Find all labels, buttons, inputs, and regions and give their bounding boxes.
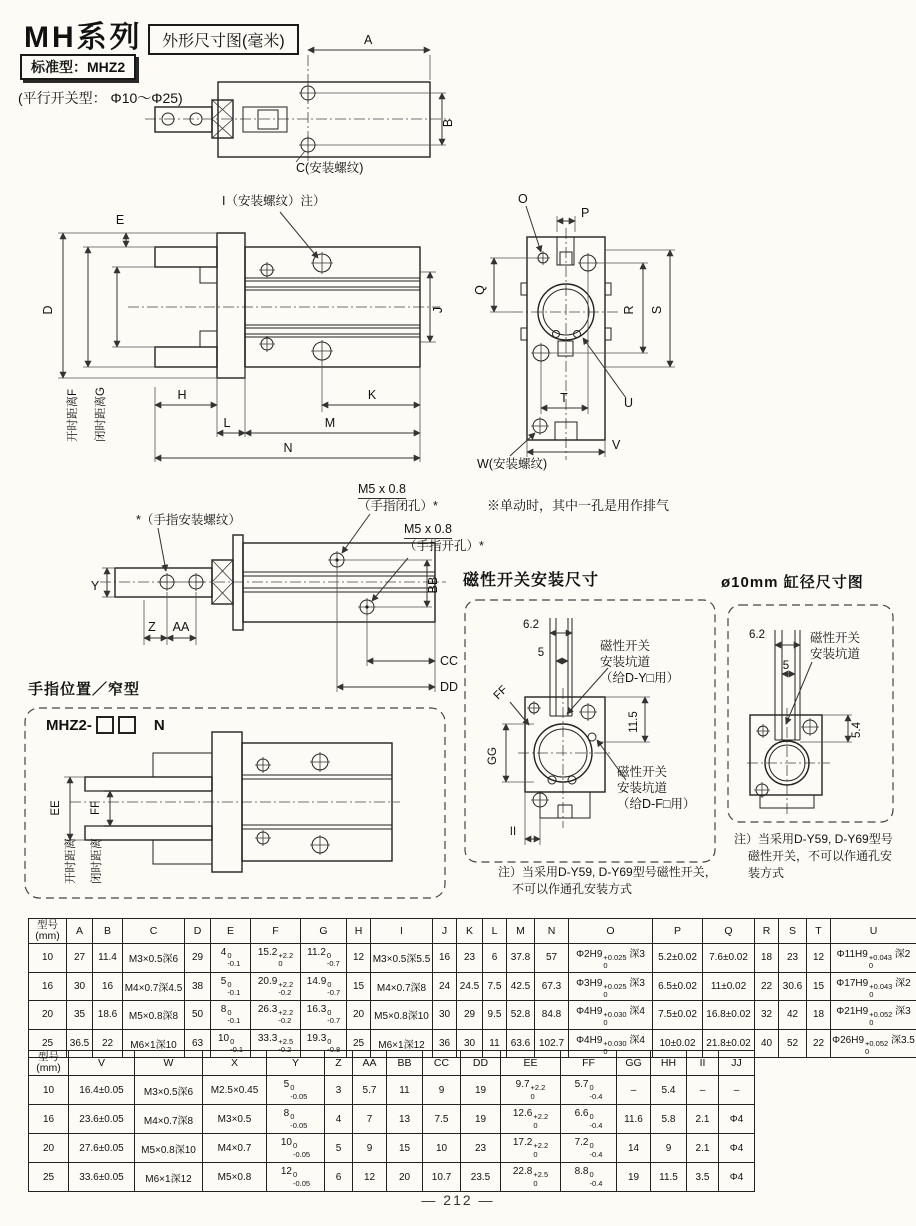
cell: 19 — [461, 1076, 501, 1105]
cell: 17.2 +2.2 0 — [501, 1134, 561, 1163]
cell: 19.3 0 -0.8 — [301, 1029, 347, 1058]
cell: 84.8 — [535, 1001, 569, 1030]
cell: 50 — [185, 1001, 211, 1030]
cell: 8.8 0 -0.4 — [561, 1163, 617, 1192]
col-header: N — [535, 919, 569, 944]
col-header: W — [135, 1051, 203, 1076]
cell: 32 — [755, 1001, 779, 1030]
bore-groove-label — [810, 630, 860, 662]
cell: 5.7 0 -0.4 — [561, 1076, 617, 1105]
cell: 16.4±0.05 — [69, 1076, 135, 1105]
dim-t: T — [560, 391, 568, 405]
cell: 11.5 — [651, 1163, 687, 1192]
cell: 63.6 — [507, 1029, 535, 1058]
cell: M3×0.5 — [203, 1105, 267, 1134]
dim-n: N — [283, 441, 293, 455]
cell: 12 — [807, 944, 831, 973]
cell: 23 — [779, 944, 807, 973]
col-header: G — [301, 919, 347, 944]
cell: 16 — [29, 972, 67, 1001]
end-view-drawing — [473, 192, 675, 460]
cell: Φ17H9 +0.043 0 深2 — [831, 972, 916, 1001]
dim-h: H — [177, 388, 187, 402]
cell: 7.5 — [483, 972, 507, 1001]
dim-y: Y — [90, 579, 100, 593]
cell: M5×0.8深10 — [135, 1134, 203, 1163]
col-header: 型号(mm) — [29, 919, 67, 944]
col-header: S — [779, 919, 807, 944]
port-open-desc: （手指开孔）* — [404, 539, 484, 553]
cell: 37.8 — [507, 944, 535, 973]
cell: 10.7 — [423, 1163, 461, 1192]
cell: 7.5±0.02 — [653, 1001, 703, 1030]
cell: 19 — [461, 1105, 501, 1134]
groove-dy-line3: （给D-Y□用） — [600, 671, 680, 685]
col-header: 型号(mm) — [29, 1051, 69, 1076]
dim-m: M — [324, 416, 336, 430]
mount-thread-c-label: C(安装螺纹) — [296, 161, 364, 175]
col-header: M — [507, 919, 535, 944]
model-prefix: MHZ2- — [46, 716, 92, 734]
cell: Φ4 — [719, 1163, 755, 1192]
dim-q: Q — [473, 285, 487, 295]
cell: 27 — [67, 944, 93, 973]
cell: 52.8 — [507, 1001, 535, 1030]
close-distance-label: 闭时距离 — [91, 838, 103, 884]
cell: 30 — [433, 1001, 457, 1030]
dim-aa: AA — [172, 620, 190, 634]
bore-note-line2: 磁性开关，不可以作通孔安 — [748, 849, 893, 863]
switch-dim-ff: FF — [491, 683, 511, 703]
vent-note: ※单动时，其中一孔是用作排气 — [487, 498, 670, 513]
cell: 9.5 — [483, 1001, 507, 1030]
table-row — [29, 972, 916, 1001]
page-title: MH系列 — [24, 21, 143, 54]
cell: Φ26H9 +0.052 0 深3.5 — [831, 1029, 916, 1058]
bore-note-line3: 装方式 — [748, 866, 785, 880]
dim-d: D — [41, 305, 55, 315]
cell: 22.8 +2.5 0 — [501, 1163, 561, 1192]
cell: 22 — [807, 1029, 831, 1058]
col-header: E — [211, 919, 251, 944]
cell: 11.4 — [93, 944, 123, 973]
cell: 7.2 0 -0.4 — [561, 1134, 617, 1163]
col-header: T — [807, 919, 831, 944]
col-header: Q — [703, 919, 755, 944]
cell: 24 — [433, 972, 457, 1001]
narrow-model-tag — [46, 716, 165, 734]
bore-section-title: ø10mm 缸径尺寸图 — [721, 574, 864, 591]
cell: M3×0.5深6 — [123, 944, 185, 973]
cell: 7.6±0.02 — [703, 944, 755, 973]
cell: M6×1深12 — [371, 1029, 433, 1058]
cell: 18.6 — [93, 1001, 123, 1030]
groove-df-line1: 磁性开关 — [617, 765, 668, 779]
standard-type-box: 标准型：MHZ2 — [20, 54, 136, 80]
cell: 14 — [617, 1134, 651, 1163]
cell: 15 — [387, 1134, 423, 1163]
cell: 16 — [433, 944, 457, 973]
port-close-label — [358, 482, 438, 514]
cell: 26.3 +2.2 -0.2 — [251, 1001, 301, 1030]
cell: 102.7 — [535, 1029, 569, 1058]
bore-dim-5-4: 5.4 — [851, 722, 863, 738]
cell: 13 — [387, 1105, 423, 1134]
dim-a: A — [364, 33, 373, 47]
dim-ff: FF — [90, 800, 102, 816]
cell: 29 — [185, 944, 211, 973]
narrow-dimension-table — [28, 1050, 755, 1192]
cell: M6×1深12 — [135, 1163, 203, 1192]
switch-note — [498, 864, 717, 898]
dim-k: K — [367, 388, 377, 402]
switch-section-title: 磁性开关安装尺寸 — [463, 572, 600, 589]
cell: 11.2 0 -0.7 — [301, 944, 347, 973]
dim-e: E — [115, 213, 125, 227]
cell: 4 — [325, 1105, 353, 1134]
col-header: FF — [561, 1051, 617, 1076]
col-header: CC — [423, 1051, 461, 1076]
cell: 10 — [423, 1134, 461, 1163]
finger-thread-label: *（手指安装螺纹） — [136, 513, 241, 527]
cell: 16.8±0.02 — [703, 1001, 755, 1030]
bore-groove-line1: 磁性开关 — [810, 631, 861, 645]
cell: 10±0.02 — [653, 1029, 703, 1058]
cell: 7.5 — [423, 1105, 461, 1134]
side-view-drawing — [41, 212, 445, 462]
open-distance-label: 开时距离 — [65, 838, 77, 884]
cell: 35 — [67, 1001, 93, 1030]
table-row — [29, 1001, 916, 1030]
dim-r: R — [622, 305, 636, 315]
cell: Φ11H9 +0.043 0 深2 — [831, 944, 916, 973]
cell: 20 — [387, 1163, 423, 1192]
cell: 63 — [185, 1029, 211, 1058]
cell: 20 — [29, 1134, 69, 1163]
col-header: JJ — [719, 1051, 755, 1076]
col-header: GG — [617, 1051, 651, 1076]
groove-dy-line2: 安装坑道 — [600, 655, 651, 669]
cell: 8 0 -0.1 — [211, 1001, 251, 1030]
cell: M5×0.8 — [203, 1163, 267, 1192]
port-close-desc: （手指闭孔）* — [358, 499, 438, 513]
cell: 42 — [779, 1001, 807, 1030]
cell: 42.5 — [507, 972, 535, 1001]
table-row — [29, 1076, 755, 1105]
cell: 11 — [387, 1076, 423, 1105]
cell: 10 — [29, 944, 67, 973]
port-close-thread: M5 x 0.8 — [358, 482, 406, 499]
dim-dd: DD — [440, 680, 459, 694]
dim-p: P — [581, 206, 590, 220]
cell: 15 — [807, 972, 831, 1001]
table-row — [29, 944, 916, 973]
cell: Φ4H9 +0.030 0 深4 — [569, 1001, 653, 1030]
cell: 8 0 -0.05 — [267, 1105, 325, 1134]
cell: – — [617, 1076, 651, 1105]
cell: 11.6 — [617, 1105, 651, 1134]
cell: 25 — [347, 1029, 371, 1058]
col-header: F — [251, 919, 301, 944]
cell: 10 — [29, 1076, 69, 1105]
cell: 19 — [617, 1163, 651, 1192]
cell: 20.9 +2.2 -0.2 — [251, 972, 301, 1001]
cell: 12.6 +2.2 0 — [501, 1105, 561, 1134]
cell: M6×1深10 — [123, 1029, 185, 1058]
dim-l: L — [223, 416, 231, 430]
cell: 10 0 -0.1 — [211, 1029, 251, 1058]
cell: 23.6±0.05 — [69, 1105, 135, 1134]
bore-dim-6-2: 6.2 — [749, 629, 765, 641]
cell: 30 — [67, 972, 93, 1001]
cell: 9 — [353, 1134, 387, 1163]
groove-df-line2: 安装坑道 — [617, 781, 668, 795]
cell: 30 — [457, 1029, 483, 1058]
cell: 25 — [29, 1029, 67, 1058]
dims-title-box: 外形尺寸图(毫米) — [148, 24, 299, 55]
switch-dim-11-5: 11.5 — [628, 711, 640, 733]
switch-dim-6-2: 6.2 — [523, 619, 539, 631]
dim-j: J — [431, 306, 445, 314]
port-open-label — [404, 522, 484, 554]
cell: Φ4 — [719, 1134, 755, 1163]
cell: 22 — [755, 972, 779, 1001]
cell: 12 — [353, 1163, 387, 1192]
cell: M4×0.7深8 — [135, 1105, 203, 1134]
col-header: B — [93, 919, 123, 944]
cell: Φ4H9 +0.030 0 深4 — [569, 1029, 653, 1058]
cell: 9.7 +2.2 0 — [501, 1076, 561, 1105]
dim-cc: CC — [440, 654, 459, 668]
parallel-type-note: (平行开关型： Φ10～Φ25) — [18, 90, 183, 106]
cell: 36.5 — [67, 1029, 93, 1058]
cell: 18 — [807, 1001, 831, 1030]
mount-thread-w-label: W(安装螺纹) — [477, 457, 548, 471]
model-blank-box-2 — [118, 716, 136, 734]
switch-dim-gg: GG — [487, 747, 499, 765]
groove-dy-line1: 磁性开关 — [600, 639, 651, 653]
cell: M3×0.5深5.5 — [371, 944, 433, 973]
cell: M5×0.8深8 — [123, 1001, 185, 1030]
bore-note-line1: 注）当采用D-Y59, D-Y69型号 — [734, 832, 893, 846]
cell: 5 0 -0.05 — [267, 1076, 325, 1105]
top-view-drawing — [145, 33, 455, 162]
bore-dim-5: 5 — [782, 660, 790, 672]
cell: 5 — [325, 1134, 353, 1163]
groove-df-line3: （给D-F□用） — [617, 797, 696, 811]
dim-s: S — [650, 305, 664, 315]
cell: 27.6±0.05 — [69, 1134, 135, 1163]
cell: 22 — [93, 1029, 123, 1058]
dim-b: B — [441, 118, 455, 128]
cell: 6.5±0.02 — [653, 972, 703, 1001]
cell: 40 — [755, 1029, 779, 1058]
cell: 4 0 -0.1 — [211, 944, 251, 973]
col-header: U — [831, 919, 916, 944]
col-header: K — [457, 919, 483, 944]
cell: 25 — [29, 1163, 69, 1192]
dim-bb: BB — [426, 576, 440, 594]
switch-note-line1: 注）当采用D-Y59, D-Y69型号磁性开关， — [498, 865, 717, 879]
col-header: R — [755, 919, 779, 944]
dim-u: U — [624, 396, 634, 410]
cell: 6.6 0 -0.4 — [561, 1105, 617, 1134]
cell: 5.7 — [353, 1076, 387, 1105]
cell: 5.2±0.02 — [653, 944, 703, 973]
port-open-thread: M5 x 0.8 — [404, 522, 452, 539]
dim-v: V — [612, 438, 621, 452]
cell: 6 — [483, 944, 507, 973]
cell: 15.2 +2.2 0 — [251, 944, 301, 973]
cell: 16 — [29, 1105, 69, 1134]
cell: 2.1 — [687, 1105, 719, 1134]
cell: 18 — [755, 944, 779, 973]
cell: 33.6±0.05 — [69, 1163, 135, 1192]
col-header: I — [371, 919, 433, 944]
cell: 33.3 +2.5 -0.2 — [251, 1029, 301, 1058]
cell: M4×0.7 — [203, 1134, 267, 1163]
col-header: Z — [325, 1051, 353, 1076]
col-header: X — [203, 1051, 267, 1076]
dim-open-f: 开时距离F — [67, 388, 79, 442]
narrow-section-title: 手指位置／窄型 — [28, 681, 141, 698]
switch-note-line2: 不可以作通孔安装方式 — [512, 882, 633, 896]
cell: 16 — [93, 972, 123, 1001]
cell: 3 — [325, 1076, 353, 1105]
cell: 23 — [457, 944, 483, 973]
table-row — [29, 1105, 755, 1134]
col-header: H — [347, 919, 371, 944]
dim-close-g: 闭时距离G — [95, 387, 107, 442]
cell: 16.3 0 -0.7 — [301, 1001, 347, 1030]
col-header: O — [569, 919, 653, 944]
cell: 11±0.02 — [703, 972, 755, 1001]
groove-df-label — [617, 764, 695, 812]
cell: 9 — [423, 1076, 461, 1105]
cell: M5×0.8深10 — [371, 1001, 433, 1030]
cell: 38 — [185, 972, 211, 1001]
mount-thread-i-label: I（安装螺纹）注） — [222, 194, 326, 208]
cell: M3×0.5深6 — [135, 1076, 203, 1105]
groove-dy-label — [600, 638, 679, 686]
cell: 3.5 — [687, 1163, 719, 1192]
page-number: — 212 — — [421, 1192, 495, 1208]
cell: 20 — [29, 1001, 67, 1030]
cell: M2.5×0.45 — [203, 1076, 267, 1105]
cell: 67.3 — [535, 972, 569, 1001]
cell: Φ2H9 +0.025 0 深3 — [569, 944, 653, 973]
cell: 14.9 0 -0.7 — [301, 972, 347, 1001]
cell: 7 — [353, 1105, 387, 1134]
cell: 29 — [457, 1001, 483, 1030]
cell: 30.6 — [779, 972, 807, 1001]
cell: M4×0.7深8 — [371, 972, 433, 1001]
col-header: L — [483, 919, 507, 944]
bore-note — [734, 831, 893, 882]
cell: 9 — [651, 1134, 687, 1163]
cell: 15 — [347, 972, 371, 1001]
table-row — [29, 1134, 755, 1163]
table-row — [29, 1163, 755, 1192]
switch-dim-5: 5 — [537, 647, 545, 659]
col-header: A — [67, 919, 93, 944]
col-header: V — [69, 1051, 135, 1076]
bore-groove-line2: 安装坑道 — [810, 647, 861, 661]
cell: M4×0.7深4.5 — [123, 972, 185, 1001]
cell: 2.1 — [687, 1134, 719, 1163]
col-header: AA — [353, 1051, 387, 1076]
col-header: BB — [387, 1051, 423, 1076]
cell: 5 0 -0.1 — [211, 972, 251, 1001]
cell: 12 0 -0.05 — [267, 1163, 325, 1192]
cell: 23 — [461, 1134, 501, 1163]
dim-ee: EE — [50, 800, 62, 816]
cell: Φ4 — [719, 1105, 755, 1134]
narrow-type-drawing — [25, 708, 445, 898]
cell: 11 — [483, 1029, 507, 1058]
cell: – — [687, 1076, 719, 1105]
cell: 6 — [325, 1163, 353, 1192]
switch-dim-ii: II — [509, 826, 517, 838]
cell: 52 — [779, 1029, 807, 1058]
cell: Φ3H9 +0.025 0 深3 — [569, 972, 653, 1001]
main-dimension-table — [28, 918, 916, 1058]
cell: 5.8 — [651, 1105, 687, 1134]
col-header: EE — [501, 1051, 561, 1076]
cell: Φ21H9 +0.052 0 深3 — [831, 1001, 916, 1030]
dim-z: Z — [148, 620, 156, 634]
cell: 10 0 -0.05 — [267, 1134, 325, 1163]
model-suffix: N — [153, 716, 165, 734]
col-header: HH — [651, 1051, 687, 1076]
cell: – — [719, 1076, 755, 1105]
col-header: C — [123, 919, 185, 944]
cell: 20 — [347, 1001, 371, 1030]
cell: 24.5 — [457, 972, 483, 1001]
col-header: DD — [461, 1051, 501, 1076]
col-header: D — [185, 919, 211, 944]
cell: 57 — [535, 944, 569, 973]
col-header: II — [687, 1051, 719, 1076]
cell: 12 — [347, 944, 371, 973]
cell: 36 — [433, 1029, 457, 1058]
dim-o: O — [518, 192, 528, 206]
col-header: J — [433, 919, 457, 944]
cell: 23.5 — [461, 1163, 501, 1192]
cell: 5.4 — [651, 1076, 687, 1105]
model-blank-box-1 — [96, 716, 114, 734]
col-header: Y — [267, 1051, 325, 1076]
cell: 21.8±0.02 — [703, 1029, 755, 1058]
port-view-drawing — [91, 514, 458, 694]
col-header: P — [653, 919, 703, 944]
